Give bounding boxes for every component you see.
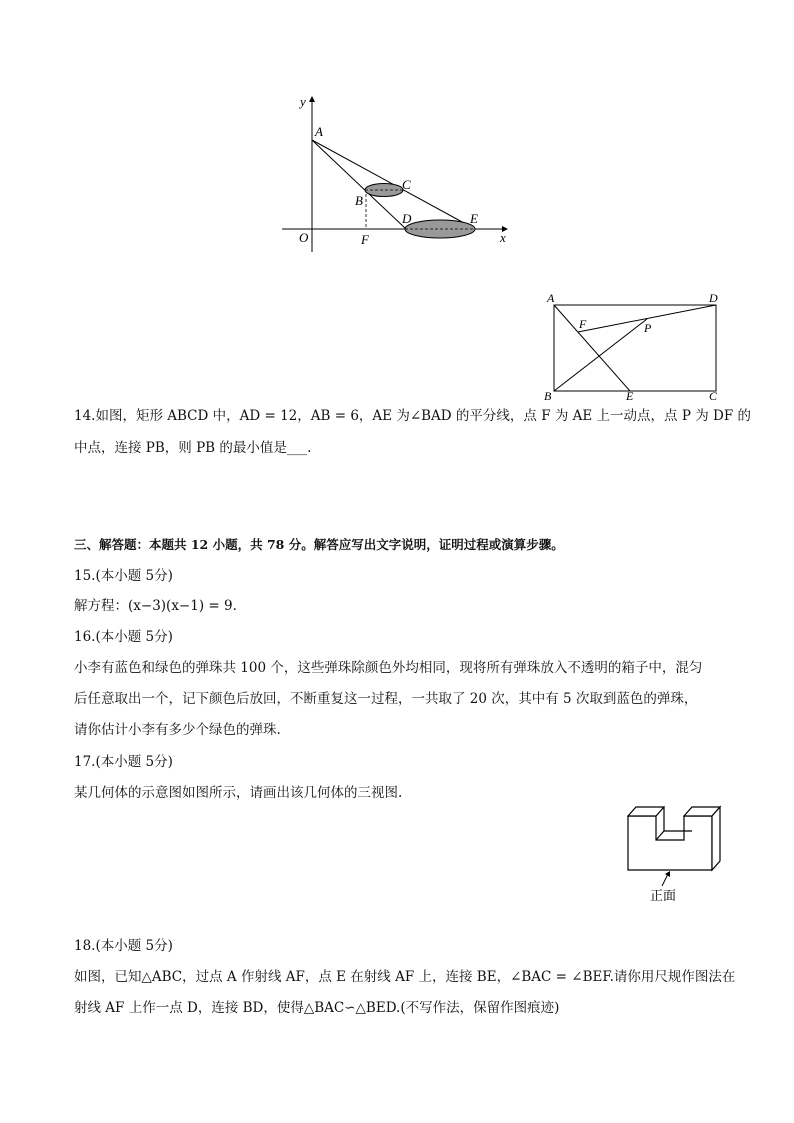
- label-P: P: [644, 321, 652, 335]
- q15-body: 解方程：(x−3)(x−1) = 9.: [74, 598, 237, 614]
- line-BP: [554, 319, 647, 391]
- q16-title: 16.(本小题 5分): [74, 629, 173, 645]
- label-C: C: [709, 389, 718, 403]
- label-C: C: [402, 177, 411, 192]
- label-D: D: [709, 291, 718, 305]
- q14-line1: 14.如图，矩形 ABCD 中，AD = 12，AB = 6，AE 为∠BAD 的平分线，点 F 为 AE 上一动点，点 P 为 DF 的: [74, 408, 751, 424]
- q16-line3: 请你估计小李有多少个绿色的弹珠.: [74, 722, 281, 738]
- label-O: O: [299, 230, 309, 245]
- label-y: y: [300, 94, 306, 109]
- front-face: [628, 816, 712, 870]
- q14-line2: 中点，连接 PB，则 PB 的最小值是___.: [74, 440, 312, 456]
- label-B: B: [544, 389, 552, 403]
- y-axis-arrow: [309, 96, 315, 102]
- q18-line1: 如图，已知△ABC，过点 A 作射线 AF，点 E 在射线 AF 上，连接 BE，∠BAC = ∠BEF.请你用尺规作图法在: [74, 969, 736, 985]
- label-D: D: [402, 211, 412, 226]
- label-A: A: [547, 291, 555, 305]
- q18-line2: 射线 AF 上作一点 D，连接 BD，使得△BAC∽△BED.(不写作法，保留作图痕迹): [74, 1000, 560, 1016]
- section3-header: 三、解答题：本题共 12 小题，共 78 分。解答应写出文字说明，证明过程或演算步骤。: [74, 537, 564, 552]
- coordinate-figure: [270, 90, 520, 260]
- right-side-face: [712, 807, 720, 870]
- solid-figure: [622, 800, 730, 906]
- label-B: B: [355, 193, 363, 208]
- line-AE: [554, 305, 630, 391]
- q17-body: 某几何体的示意图如图所示，请画出该几何体的三视图.: [74, 785, 403, 801]
- q18-title: 18.(本小题 5分): [74, 938, 173, 954]
- label-F: F: [361, 232, 369, 247]
- label-E: E: [470, 211, 478, 226]
- label-F: F: [579, 317, 587, 331]
- top-left-block: [628, 807, 664, 816]
- rectangle-figure: [538, 288, 728, 404]
- q16-line2: 后任意取出一个，记下颜色后放回，不断重复这一过程，一共取了 20 次，其中有 5 次取到蓝色的弹珠，: [74, 691, 698, 707]
- q16-line1: 小李有蓝色和绿色的弹珠共 100 个，这些弹珠除颜色外均相同，现将所有弹珠放入不透明的箱子中，混匀: [74, 660, 703, 676]
- front-arrow: [662, 874, 668, 886]
- label-A: A: [315, 124, 323, 139]
- label-E: E: [626, 389, 634, 403]
- q17-title: 17.(本小题 5分): [74, 754, 173, 770]
- front-label: 正面: [650, 888, 677, 903]
- label-x: x: [500, 230, 506, 245]
- q15-title: 15.(本小题 5分): [74, 568, 173, 584]
